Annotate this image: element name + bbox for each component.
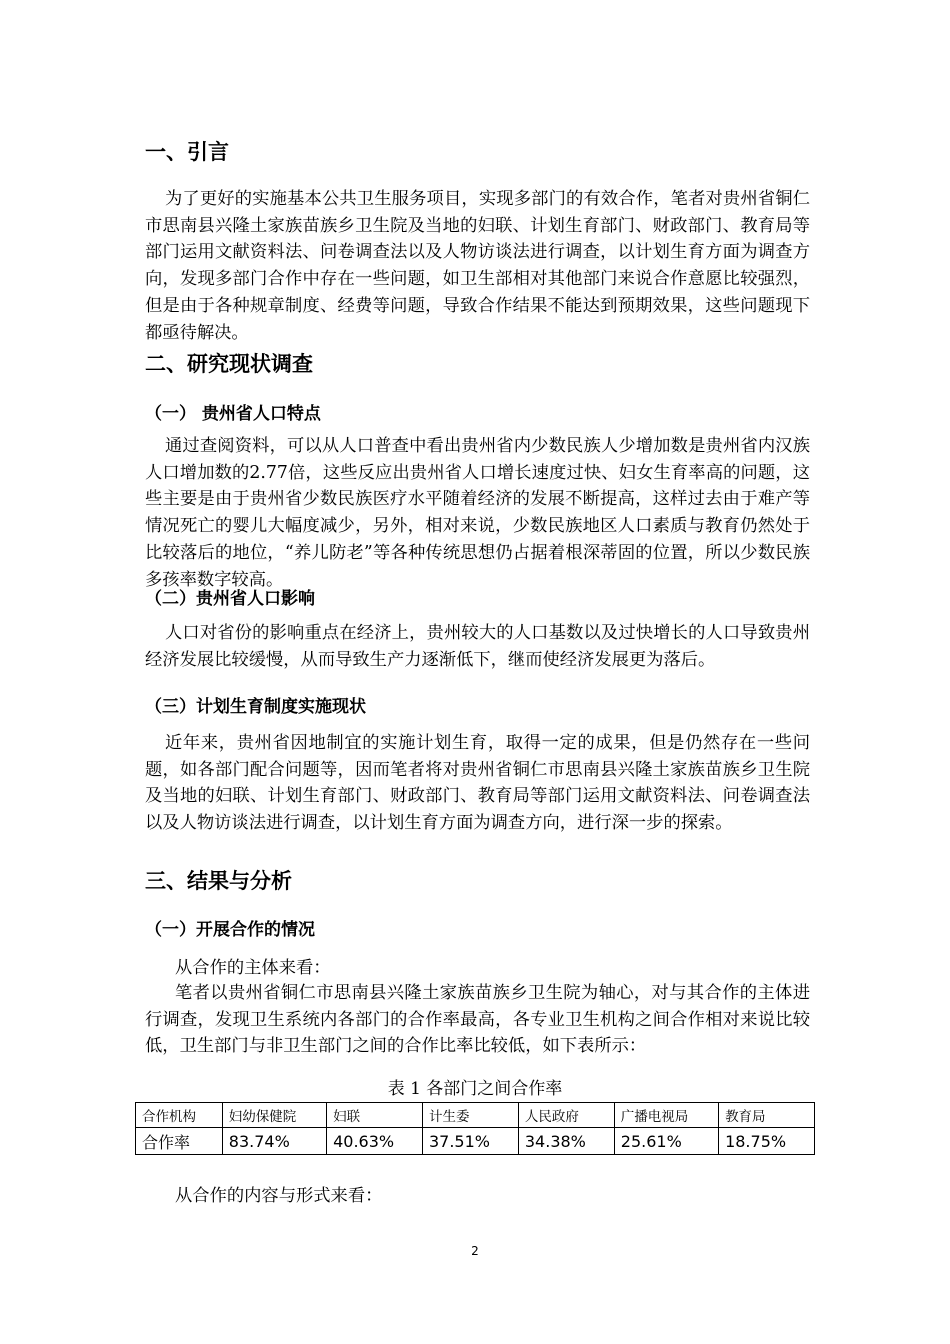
cooperation-subject-intro: 从合作的主体来看： xyxy=(175,958,331,978)
cooperation-subject-paragraph: 笔者以贵州省铜仁市思南县兴隆土家族苗族乡卫生院为轴心，对与其合作的主体进行调查，发现卫生系统内各部门的合作率最高，各专业卫生机构之间合作相对来说比较低，卫生部门与非卫生部门之间的合作比率比较低，如下表所示： xyxy=(145,983,810,1057)
table-row xyxy=(136,1128,815,1155)
table-header-cell: 计生委 xyxy=(422,1103,518,1128)
subheading-family-planning-status: （三）计划生育制度实施现状 xyxy=(145,697,366,717)
subheading-cooperation: （一）开展合作的情况 xyxy=(145,920,315,940)
table-cell: 34.38% xyxy=(518,1128,614,1155)
table-header-cell: 广播电视局 xyxy=(614,1103,718,1128)
population-features-paragraph: 通过查阅资料，可以从人口普查中看出贵州省内少数民族人少增加数是贵州省内汉族人口增加数的2.77倍，这些反应出贵州省人口增长速度过快、妇女生育率高的问题，这些主要是由于贵州省少数民族医疗水平随着经济的发展不断提高，这样过去由于难产等情况死亡的婴儿大幅度减少，另外，相对来说，少数民族地区人口素质与教育仍然处于比较落后的地位，“养儿防老”等各种传统思想仍占据着根深蒂固的位置，所以少数民族多孩率数字较高。 xyxy=(145,436,810,590)
family-planning-status-paragraph: 近年来，贵州省因地制宜的实施计划生育，取得一定的成果，但是仍然存在一些问题，如各部门配合问题等，因而笔者将对贵州省铜仁市思南县兴隆土家族苗族乡卫生院及当地的妇联、计划生育部门、财政部门、教育局等部门运用文献资料法、问卷调查法以及人物访谈法进行调查，以计划生育方面为调查方向，进行深一步的探索。 xyxy=(145,733,810,834)
table-cell: 合作率 xyxy=(136,1128,223,1155)
table-header-cell: 妇幼保健院 xyxy=(222,1103,326,1128)
table-cell: 83.74% xyxy=(222,1128,326,1155)
table-header-cell: 人民政府 xyxy=(518,1103,614,1128)
subheading-population-features: （一） 贵州省人口特点 xyxy=(145,404,321,424)
table-cell: 25.61% xyxy=(614,1128,718,1155)
cooperation-content-intro: 从合作的内容与形式来看： xyxy=(175,1186,383,1206)
table-header-cell: 妇联 xyxy=(327,1103,423,1128)
table-caption: 表 1 各部门之间合作率 xyxy=(387,1079,563,1099)
table-cell: 18.75% xyxy=(719,1128,815,1155)
section-heading-introduction: 一、引言 xyxy=(145,140,229,164)
table-header-cell: 合作机构 xyxy=(136,1103,223,1128)
section-heading-research-status: 二、研究现状调查 xyxy=(145,352,313,376)
cooperation-rate-table xyxy=(135,1102,815,1155)
table-cell: 40.63% xyxy=(327,1128,423,1155)
table-header-row xyxy=(136,1103,815,1128)
subheading-population-impact: （二）贵州省人口影响 xyxy=(145,589,315,609)
table-cell: 37.51% xyxy=(422,1128,518,1155)
population-impact-paragraph: 人口对省份的影响重点在经济上，贵州较大的人口基数以及过快增长的人口导致贵州经济发展比较缓慢，从而导致生产力逐渐低下，继而使经济发展更为落后。 xyxy=(145,623,810,670)
introduction-paragraph: 为了更好的实施基本公共卫生服务项目，实现多部门的有效合作，笔者对贵州省铜仁市思南县兴隆土家族苗族乡卫生院及当地的妇联、计划生育部门、财政部门、教育局等部门运用文献资料法、问卷调查法以及人物访谈法进行调查，以计划生育方面为调查方向，发现多部门合作中存在一些问题，如卫生部相对其他部门来说合作意愿比较强烈，但是由于各种规章制度、经费等问题，导致合作结果不能达到预期效果，这些问题现下都亟待解决。 xyxy=(145,189,810,343)
table-header-cell: 教育局 xyxy=(719,1103,815,1128)
page-number: 2 xyxy=(471,1244,479,1258)
section-heading-results: 三、结果与分析 xyxy=(145,869,292,893)
